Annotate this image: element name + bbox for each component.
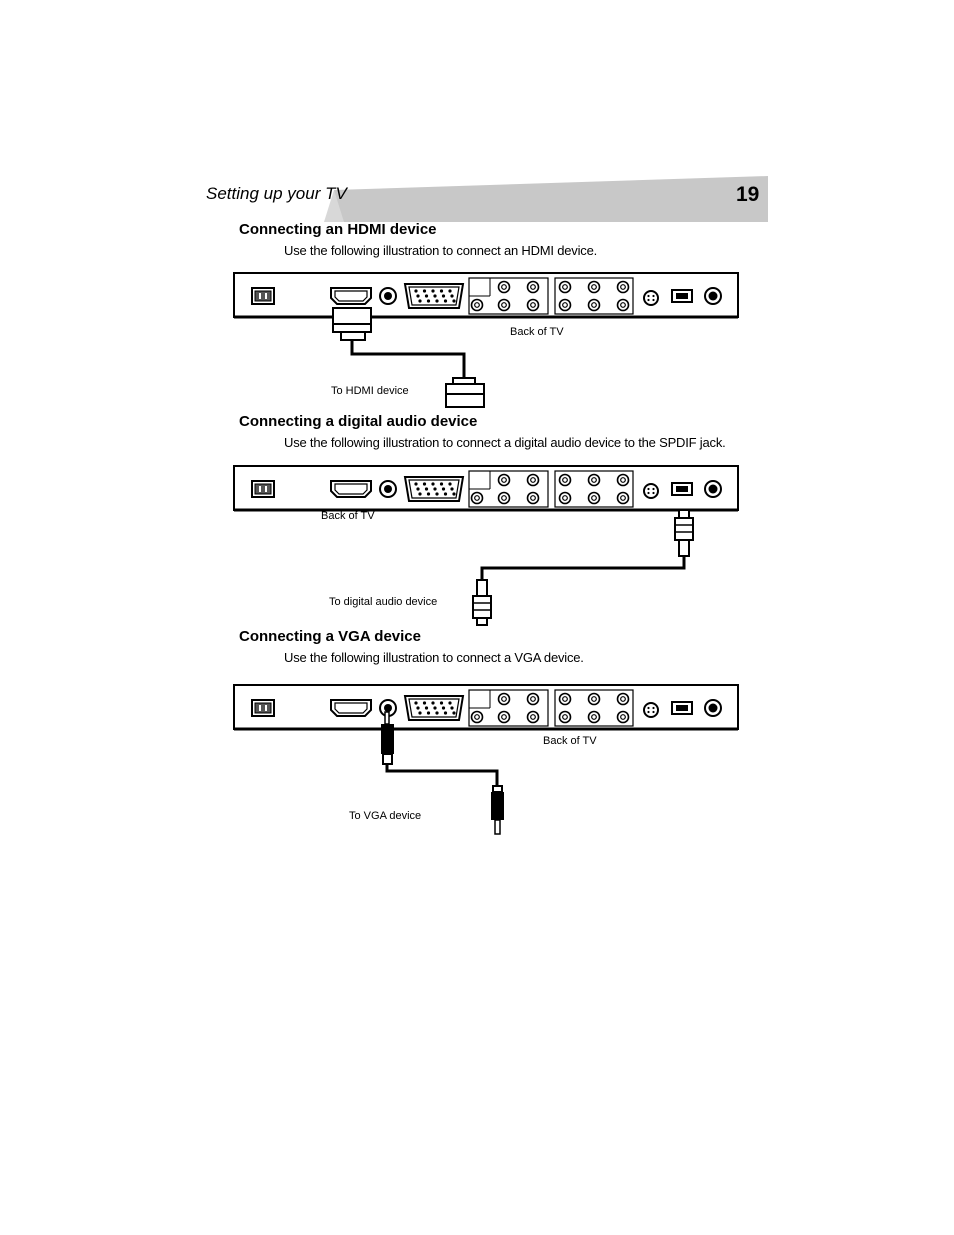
- rca-jack-icon: [499, 694, 510, 705]
- coax-antenna-icon: [705, 700, 721, 716]
- stereo-plug-icon: [491, 786, 504, 834]
- tv-back-panel: [234, 685, 738, 729]
- s-video-port-icon: [644, 703, 658, 717]
- page-header-title: Setting up your TV: [206, 184, 347, 203]
- callout-back-of-tv: Back of TV: [321, 510, 375, 522]
- section-heading-hdmi: Connecting an HDMI device: [239, 221, 437, 238]
- section-description-hdmi: Use the following illustration to connect an HDMI device.: [284, 243, 598, 258]
- section-description-digital-audio: Use the following illustration to connect a digital audio device to the SPDIF jack.: [284, 435, 726, 450]
- rca-jack-icon: [560, 712, 571, 723]
- vga-port-icon: [405, 696, 463, 720]
- rca-jack-icon: [472, 712, 483, 723]
- rca-jack-icon: [528, 694, 539, 705]
- rca-jack-icon: [589, 712, 600, 723]
- section-heading-digital-audio: Connecting a digital audio device: [239, 413, 478, 430]
- rca-jack-icon: [618, 694, 629, 705]
- power-socket-icon: [252, 700, 274, 716]
- rca-jack-icon: [618, 712, 629, 723]
- rca-jack-icon: [499, 712, 510, 723]
- page-number: 19: [736, 183, 760, 206]
- callout-digital-audio-device: To digital audio device: [329, 596, 438, 608]
- callout-hdmi-device: To HDMI device: [331, 385, 409, 397]
- callout-vga-device: To VGA device: [349, 810, 422, 822]
- section-heading-vga: Connecting a VGA device: [239, 628, 421, 645]
- rca-jack-icon: [560, 694, 571, 705]
- section-description-vga: Use the following illustration to connect a VGA device.: [284, 650, 584, 665]
- hdmi-port-icon: [331, 700, 371, 716]
- callout-back-of-tv: Back of TV: [543, 735, 597, 747]
- rca-jack-icon: [589, 694, 600, 705]
- rca-jack-icon: [528, 712, 539, 723]
- spdif-port-icon: [672, 702, 692, 714]
- callout-back-of-tv: Back of TV: [510, 326, 564, 338]
